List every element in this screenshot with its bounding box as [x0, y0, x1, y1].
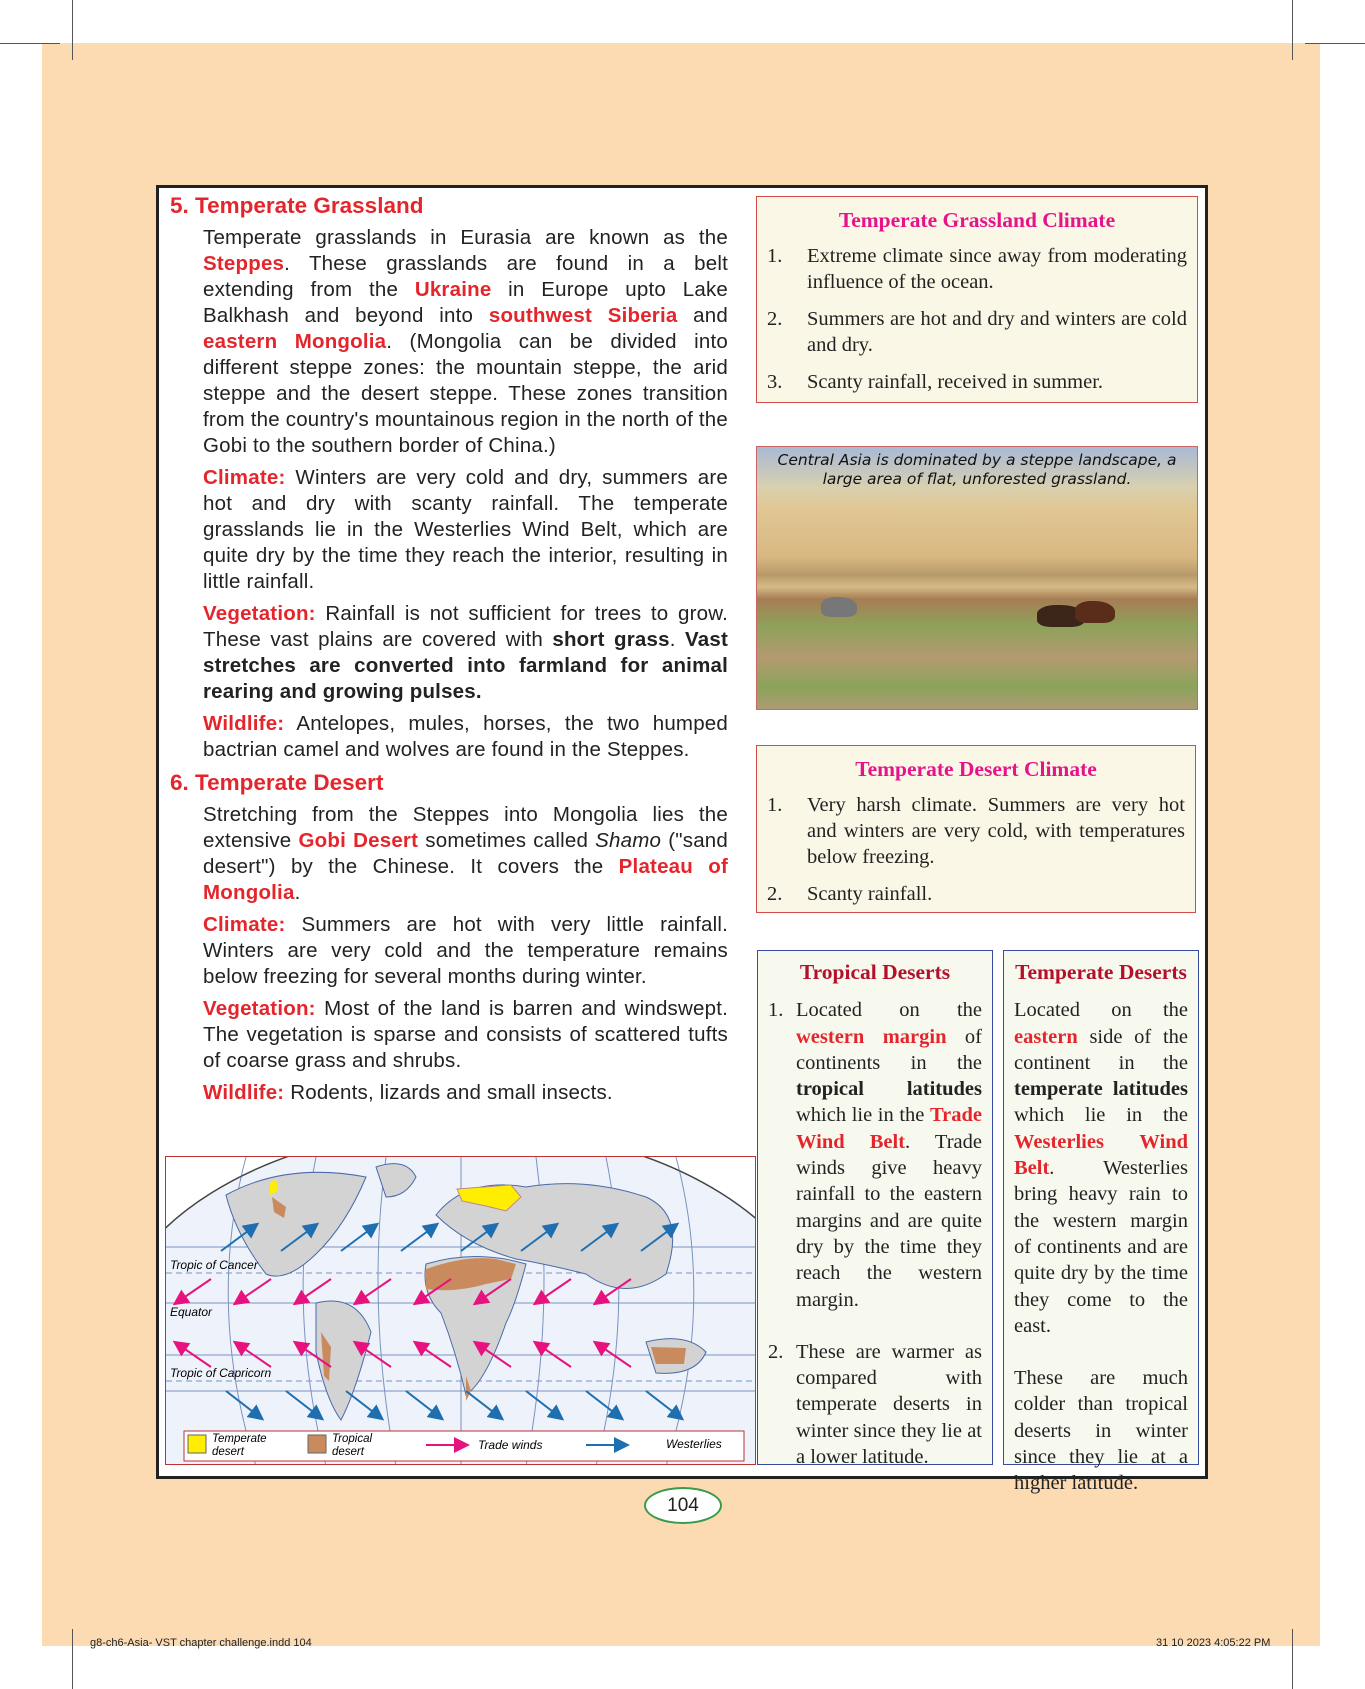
text: which lie in the	[1014, 1104, 1188, 1127]
text: Winters are very cold and dry, summers are hot and dry with scanty rainfall. The temperate grasslands lie in the Westerlies Wind Belt, which are quite dry by the time they reach the interior, resulting in little rainfall.	[203, 466, 728, 593]
term-siberia: southwest Siberia	[488, 304, 678, 327]
box-title: Temperate Deserts	[1015, 960, 1187, 984]
item-text: Extreme climate since away from moderating influence of the ocean.	[807, 245, 1187, 293]
box-title: Temperate Grassland Climate	[838, 208, 1116, 232]
item-text: Summers are hot and dry and winters are cold and dry.	[807, 308, 1187, 356]
term: western margin	[796, 1025, 947, 1048]
tropical-deserts-box	[757, 950, 993, 1469]
crop-mark	[0, 43, 60, 44]
text: Rainfall is not sufficient for trees to grow. These vast plains are covered with	[203, 602, 728, 651]
item-number: 2.	[768, 1340, 784, 1363]
australian-desert	[651, 1347, 686, 1364]
item-number: 1.	[767, 794, 783, 816]
label: Wildlife:	[203, 712, 285, 735]
term-mongolia: eastern Mongolia	[203, 330, 387, 353]
legend-tropical-desert: Tropical desert	[332, 1433, 373, 1458]
text: . These grasslands are found in a belt extending from the	[203, 252, 728, 301]
text: . Trade winds give heavy rainfall to the eastern margins and are quite dry by the time they reach the western margin.	[796, 1130, 982, 1311]
footer-file-info: g8-ch6-Asia- VST chapter challenge.indd 104	[90, 1637, 312, 1649]
term-shamo: Shamo	[595, 829, 662, 852]
text: of continents in the	[796, 1025, 982, 1074]
desert-climate	[203, 912, 728, 990]
legend-swatch-temperate	[188, 1435, 206, 1453]
legend-swatch-tropical	[308, 1435, 326, 1453]
text: Temperate grasslands in Eurasia are known as the	[203, 226, 728, 249]
term: Westerlies Wind Belt	[1014, 1130, 1188, 1180]
text: Vast stretches are converted into farmland for animal rearing and growing pulses.	[203, 628, 728, 703]
grassland-intro	[203, 225, 728, 459]
box-title: Temperate Desert Climate	[855, 757, 1097, 781]
text: Rodents, lizards and small insects.	[284, 1081, 613, 1104]
grassland-climate-box	[756, 196, 1198, 403]
text: which lie in the	[796, 1104, 930, 1127]
desert-wildlife	[203, 1080, 728, 1106]
text: and	[677, 304, 728, 327]
item-number: 2.	[767, 308, 783, 330]
label: Climate:	[203, 466, 286, 489]
label-tropic-of-cancer: Tropic of Cancer	[170, 1258, 258, 1272]
list-item	[758, 997, 992, 1313]
text: ("sand desert") by the Chinese. It covers the	[203, 829, 729, 878]
box-title: Tropical Deserts	[799, 960, 951, 984]
term: Trade Wind Belt	[796, 1104, 982, 1153]
term-gobi: Gobi Desert	[298, 829, 419, 852]
item-number: 3.	[767, 371, 783, 393]
term: tropical latitudes	[796, 1078, 982, 1101]
item-number: 1.	[768, 999, 784, 1022]
desert-intro	[203, 802, 728, 906]
text: Most of the land is barren and windswept. The vegetation is sparse and consists of scattered tufts of coarse grass and shrubs.	[203, 997, 728, 1072]
desert-climate-box	[756, 745, 1196, 913]
main-text-column	[170, 192, 728, 1106]
label: Wildlife:	[203, 1081, 285, 1104]
label: Vegetation:	[203, 602, 316, 625]
horse	[821, 597, 857, 617]
text: sometimes called	[418, 829, 596, 852]
text: Antelopes, mules, horses, the two humped bactrian camel and wolves are found in the Steppes.	[203, 712, 728, 761]
legend-westerlies: Westerlies	[666, 1437, 722, 1451]
term-plateau: Plateau of Mongolia	[203, 855, 729, 904]
crop-mark	[72, 0, 73, 60]
horse	[1075, 601, 1115, 623]
text: side of the continent in the	[1014, 1025, 1188, 1074]
desert-vegetation	[203, 996, 728, 1074]
item-number: 2.	[767, 883, 783, 905]
term: temperate latitudes	[1014, 1078, 1188, 1101]
list-item	[767, 369, 1187, 395]
photo-caption: Central Asia is dominated by a steppe landscape, a large area of flat, unforested grassland.	[777, 451, 1177, 488]
text: Located on the	[796, 999, 982, 1022]
list-item	[767, 306, 1187, 358]
text: Located on the	[1014, 999, 1188, 1022]
temperate-deserts-box	[1003, 950, 1199, 1495]
footer-timestamp: 31 10 2023 4:05:22 PM	[1156, 1637, 1271, 1649]
text: .	[294, 881, 301, 904]
crop-mark	[1292, 1629, 1293, 1689]
text: Stretching from the Steppes into Mongolia lies the extensive	[203, 803, 728, 852]
list-item	[1004, 1365, 1198, 1496]
item-text: Scanty rainfall, received in summer.	[807, 371, 1104, 393]
legend-temperate-desert: Temperate desert	[212, 1433, 267, 1458]
term: eastern	[1014, 1025, 1078, 1048]
item-text: Scanty rainfall.	[807, 883, 933, 905]
page-number: 104	[644, 1487, 722, 1524]
item-text: These are much colder than tropical deserts in winter since they lie at a higher latitude.	[1014, 1367, 1188, 1495]
list-item	[767, 792, 1185, 870]
crop-mark	[1292, 0, 1293, 60]
grassland-climate	[203, 465, 728, 595]
list-item	[767, 881, 1185, 907]
text: in Europe upto Lake Balkhash and beyond into	[203, 278, 728, 327]
legend-trade-winds: Trade winds	[478, 1438, 543, 1452]
grassland-vegetation	[203, 601, 728, 705]
section-heading-temperate-desert: 6. Temperate Desert	[170, 770, 384, 795]
label: Vegetation:	[203, 997, 316, 1020]
term-steppes: Steppes	[203, 252, 285, 275]
text: . Westerlies bring heavy rain to the western margin of continents and are quite dry by the time they come to the east.	[1014, 1157, 1188, 1337]
grassland-wildlife	[203, 711, 728, 763]
list-item	[1004, 997, 1198, 1339]
text: . (Mongolia can be divided into different steppe zones: the mountain steppe, the arid steppe and the desert steppe. These zones transition from the country's mountainous region in the north of the Gobi to the southern border of China.)	[203, 330, 728, 457]
term-ukraine: Ukraine	[414, 278, 492, 301]
label-tropic-of-capricorn: Tropic of Capricorn	[170, 1366, 272, 1380]
text: short grass	[552, 628, 670, 651]
item-number: 1.	[767, 245, 783, 267]
text: .	[669, 628, 686, 651]
label-equator: Equator	[170, 1305, 213, 1319]
text: Summers are hot with very little rainfall. Winters are very cold and the temperature remains below freezing for several months during winter.	[203, 913, 728, 988]
map-graphic	[166, 1157, 756, 1465]
crop-mark	[1305, 43, 1365, 44]
label: Climate:	[203, 913, 286, 936]
crop-mark	[72, 1629, 73, 1689]
steppe-photo	[756, 446, 1198, 710]
list-item	[758, 1339, 992, 1470]
list-item	[767, 243, 1187, 295]
item-text: These are warmer as compared with temperate deserts in winter since they lie at a lower latitude.	[796, 1340, 982, 1469]
world-desert-map	[165, 1156, 756, 1465]
section-heading-temperate-grassland: 5. Temperate Grassland	[170, 193, 424, 218]
item-text: Very harsh climate. Summers are very hot and winters are very cold, with temperatures below freezing.	[807, 794, 1185, 868]
